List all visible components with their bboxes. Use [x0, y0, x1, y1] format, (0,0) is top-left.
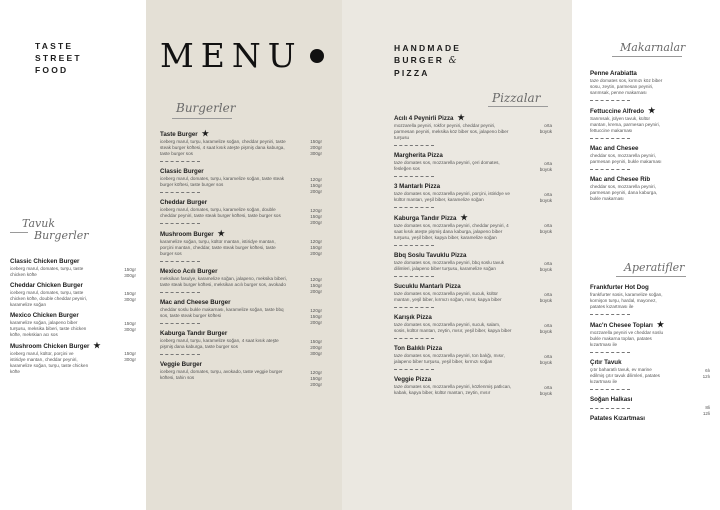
menu-item-title: Classic Burger: [160, 168, 204, 175]
section-tavuk-burgerler: [10, 258, 136, 375]
menu-item-description: iceberg marul, turşu, karamelize soğan, cheddar peyniri, taste steak burger köftesi, 4 saat kısık ateşte pişmiş dana kaburga, taste burger sos: [160, 139, 286, 156]
menu-item-title: Mac and Cheese Burger: [160, 299, 231, 306]
section-title-pizzalar: Pizzalar: [492, 91, 541, 105]
menu-item-title: 3 Mantarlı Pizza: [394, 183, 441, 190]
menu-item: [590, 145, 710, 165]
menu-item: [394, 114, 552, 141]
menu-item: [160, 361, 322, 387]
menu-item-description: iceberg marul, domates, turşu, avokado, taste veggie burger köftesi, tahin sos: [160, 369, 283, 380]
section-aperatifler: [590, 284, 710, 423]
menu-item-sizes: 150gr 300gr: [124, 267, 136, 278]
menu-item-title: Çıtır Tavuk: [590, 359, 622, 366]
menu-item-name: [590, 321, 710, 330]
section-burgerler: [160, 129, 322, 387]
menu-title-dot: [310, 49, 324, 63]
menu-item-description: iceberg marul, turşu, karamelize soğan, 4 saat kısık ateşte pişmiş dana kaburga, taste burger sos: [160, 338, 279, 349]
menu-item-title: Kaburga Tandır Burger: [160, 330, 228, 337]
menu-item-description: karamelize soğan, turşu, kültür mantarı, istiridye mantarı, porçini mantarı, cheddar, taste steak burger köftesi, taste burger sos: [160, 239, 276, 256]
menu-item: [590, 415, 710, 423]
menu-item-title: Veggie Pizza: [394, 376, 432, 383]
menu-item-description: iceberg marul, domates, turşu, karamelize soğan, double cheddar peyniri, taste steak burger köftesi, taste burger sos: [160, 207, 281, 218]
item-divider: [394, 369, 434, 371]
menu-item-description: taze domates sos, mozzarella peyniri, bbq soslu tavuk dilimleri, jalapeno biber turşusu, karamelize soğan: [394, 260, 505, 271]
menu-item-name: [394, 345, 552, 353]
menu-item-sizes: 150gr 200gr 300gr: [310, 339, 322, 356]
section-title-makarnalar: Makarnalar: [620, 41, 686, 54]
menu-item-name: [394, 114, 552, 123]
menu-item-sizes: orta büyük: [539, 354, 552, 365]
menu-item: [160, 168, 322, 194]
menu-item-description: iceberg marul, domates, turşu, karamelize soğan, taste steak burger köftesi, taste burger sos: [160, 176, 285, 187]
menu-item-title: Mac'n Chesee Topları: [590, 322, 653, 329]
menu-item-title: Acılı 4 Peynirli Pizza: [394, 115, 454, 122]
brand-line2: STREET: [35, 53, 82, 63]
menu-item-title: Soğan Halkası: [590, 396, 633, 403]
menu-item: [590, 70, 710, 96]
script-underline: [616, 276, 686, 277]
menu-item-title: Classic Chicken Burger: [10, 258, 80, 265]
item-divider: [394, 338, 434, 340]
star-icon: ★: [656, 320, 665, 329]
menu-item-name: [160, 268, 322, 276]
menu-item-title: Kaburga Tandır Pizza: [394, 215, 457, 222]
menu-item: [394, 345, 552, 365]
menu-item-title: Mushroom Burger: [160, 231, 214, 238]
panel-right: [572, 0, 720, 510]
star-icon: ★: [457, 113, 465, 122]
menu-item: [394, 252, 552, 272]
script-underline: [612, 56, 682, 57]
item-divider: [160, 223, 200, 225]
menu-item: [590, 321, 710, 348]
section-pizzalar: [394, 114, 552, 396]
menu-item-title: Frankfurter Hot Dog: [590, 284, 649, 291]
item-divider: [590, 389, 630, 391]
script-underline: [488, 106, 548, 107]
menu-item-description: mozzarella peyniri ve cheddar soslu bukle makarna topları, patates kızartması ile: [590, 330, 664, 347]
menu-item-title: Mushroom Chicken Burger: [10, 343, 90, 350]
menu-item-name: [590, 396, 710, 404]
menu-item-sizes: 150gr 300gr: [124, 291, 136, 302]
menu-item-name: [590, 107, 710, 116]
menu-item-sizes: orta büyük: [539, 223, 552, 234]
menu-item-title: Sucuklu Mantarlı Pizza: [394, 283, 461, 290]
item-divider: [394, 176, 434, 178]
item-divider: [394, 207, 434, 209]
menu-item-name: [394, 214, 552, 223]
menu-item-name: [394, 376, 552, 384]
menu-item: [10, 258, 136, 278]
item-divider: [160, 292, 200, 294]
brand-line3: FOOD: [35, 65, 69, 75]
menu-item-name: [590, 176, 710, 184]
menu-item-description: taze domates sos, mozzarella peyniri, porçini, istiridye ve kültür mantarı, yeşil biber, karamelize soğan: [394, 191, 510, 202]
item-divider: [160, 192, 200, 194]
menu-item: [394, 376, 552, 396]
menu-item-name: [394, 252, 552, 260]
menu-item-title: Mac and Chesee: [590, 145, 639, 152]
panel-left: [0, 0, 146, 510]
menu-item-description: taze domates sos, mozzarella peyniri, sucuk, salam, sosis, kültür mantarı, zeytin, mısır, yeşil biber, kapya biber: [394, 322, 512, 333]
menu-item-sizes: orta büyük: [539, 123, 552, 134]
menu-item-sizes: orta büyük: [539, 261, 552, 272]
menu-item-description: Sarımsak, jülyen tavuk, kültür mantarı, krema, parmesan peyniri, fettuccine makarnası: [590, 116, 660, 133]
menu-item: [394, 152, 552, 172]
star-icon: ★: [648, 106, 656, 115]
menu-item: [160, 130, 322, 157]
menu-item-name: [394, 283, 552, 291]
menu-item-sizes: orta büyük: [539, 192, 552, 203]
item-divider: [590, 352, 630, 354]
menu-item: [10, 342, 136, 375]
item-divider: [590, 169, 630, 171]
menu-item-name: [160, 130, 322, 139]
menu-item-sizes: 150gr 300gr: [124, 351, 136, 362]
menu-item-description: iceberg marul, domates, turşu, taste chicken köfte: [10, 266, 84, 277]
menu-title: MENU: [160, 36, 303, 75]
script-underline: [10, 232, 28, 233]
menu-item-description: meksikan fasulye, karamelize soğan, jalapeno, meksika biberi, taste steak burger köftesi, meksikan acılı burger sos, avokado: [160, 276, 287, 287]
menu-item-title: Taste Burger: [160, 131, 198, 138]
menu-item-sizes: 8li 12li: [702, 405, 710, 416]
brand-line1: TASTE: [35, 41, 74, 51]
item-divider: [160, 261, 200, 263]
menu-item-name: [394, 152, 552, 160]
menu-item-name: [160, 299, 322, 307]
menu-item-sizes: 120gr 150gr 200gr: [310, 177, 322, 194]
menu-item-description: cheddar soslu bukle makarnası, karamelize soğan, taste bbq sos, taste steak burger köftesi: [160, 307, 284, 318]
menu-item-title: Bbq Soslu Tavuklu Pizza: [394, 252, 467, 259]
menu-item: [10, 312, 136, 338]
panel-burgers: [146, 0, 342, 510]
menu-item-title: Fettuccine Alfredo: [590, 108, 645, 115]
menu-item-name: [394, 314, 552, 322]
menu-item: [590, 176, 710, 202]
menu-item: [394, 314, 552, 334]
handmade-amp: &: [448, 56, 459, 66]
section-title-aperatifler: Aperatifler: [624, 261, 685, 274]
menu-item: [394, 283, 552, 303]
menu-item-name: [590, 415, 710, 423]
menu-item-description: karamelize soğan, jalapeno biber turşusu, meksika biberi, taste chicken köfte, mekskian acı sos: [10, 320, 87, 337]
menu-item-sizes: 120gr 150gr 200gr: [310, 239, 322, 256]
menu-item-name: [10, 258, 136, 266]
section-title-burgerler: Burgerler: [176, 101, 236, 115]
menu-item-name: [160, 168, 322, 176]
menu-item-sizes: orta büyük: [539, 323, 552, 334]
menu-item-sizes: 120gr 150gr 200gr: [310, 308, 322, 325]
star-icon: ★: [93, 341, 101, 350]
menu-item-name: [160, 230, 322, 239]
menu-item-name: [590, 145, 710, 153]
item-divider: [590, 138, 630, 140]
menu-item-name: [10, 342, 136, 351]
item-divider: [590, 100, 630, 102]
handmade-line1: HANDMADE: [394, 43, 462, 53]
menu-item-sizes: 150gr 200gr 300gr: [310, 139, 322, 156]
menu-item-description: çıtır baharatlı tavuk, ev marine edilmiş çıtır tavuk dilimleri, patates kızartması ile: [590, 367, 660, 384]
item-divider: [160, 161, 200, 163]
menu-item-sizes: orta büyük: [539, 161, 552, 172]
menu-item: [590, 284, 710, 310]
menu-item-sizes: orta büyük: [539, 385, 552, 396]
menu-item-description: taze domates sos, kırmızı köz biber sosu, zeytin, parmesan peyniri, sarımsak, penne makarnası: [590, 78, 663, 95]
menu-item-title: Margherita Pizza: [394, 152, 443, 159]
section-makarnalar: [590, 70, 710, 202]
star-icon: ★: [217, 229, 225, 238]
menu-item-description: iceberg marul, domates, turşu, taste chicken köfte, double cheddar peyniri, karamelize soğan: [10, 290, 88, 307]
menu-item: [590, 359, 710, 385]
menu-item-description: taze domates sos, mozzarella peyniri, közlenmiş patlıcan, kabak, kapya biber, kültür mantarı, zeytin, mısır: [394, 384, 512, 395]
menu-item-name: [160, 361, 322, 369]
menu-item-title: Veggie Burger: [160, 361, 202, 368]
menu-item-title: Mac and Chesee Rib: [590, 176, 651, 183]
menu-item: [160, 199, 322, 225]
menu-item: [394, 214, 552, 241]
menu-item-sizes: 120gr 150gr 200gr: [310, 277, 322, 294]
menu-item-name: [10, 282, 136, 290]
item-divider: [160, 354, 200, 356]
menu-item-name: [160, 199, 322, 207]
menu-item-title: Patates Kızartması: [590, 415, 646, 422]
menu-item: [160, 330, 322, 356]
menu-item: [160, 299, 322, 325]
menu-item-sizes: 120gr 150gr 200gr: [310, 208, 322, 225]
menu-item-description: taze domates sos, mozzarella peyniri, ton balığı, mısır, jalapeno biber turşusu, yeşil biber, kırmızı soğan: [394, 353, 505, 364]
star-icon: ★: [460, 213, 468, 222]
menu-item-description: cheddar sos, mozzarella peyniri, parmesan peyniri, dana kaburga, bukle makarnası: [590, 184, 658, 201]
handmade-line2: BURGER: [394, 55, 445, 65]
menu-item-name: [590, 70, 710, 78]
star-icon: ★: [201, 129, 209, 138]
item-divider: [590, 314, 630, 316]
menu-item-title: Mexico Acılı Burger: [160, 268, 218, 275]
menu-item: [10, 282, 136, 308]
menu-item-title: Penne Arabiatta: [590, 70, 637, 77]
menu-item-title: Ton Balıklı Pizza: [394, 345, 443, 352]
menu-item-title: Cheddar Burger: [160, 199, 208, 206]
menu-item-sizes: 120gr 150gr 200gr: [310, 370, 322, 387]
item-divider: [590, 408, 630, 410]
section-title-tavuk: Tavuk Burgerler: [22, 217, 89, 242]
menu-item-description: iceberg marul, kültür, porçini ve istiridye mantarı, cheddar peyniri, karamelize soğan, turşu, taste chicken köfte: [10, 351, 89, 374]
menu-item: [160, 230, 322, 257]
menu-item-sizes: orta büyük: [539, 292, 552, 303]
menu-item: [160, 268, 322, 294]
menu-item-title: Karışık Pizza: [394, 314, 432, 321]
menu-item-sizes: 150gr 300gr: [124, 321, 136, 332]
menu-item-description: taze domates sos, mozzarella peyniri, çeri domates, fesleğen sos: [394, 160, 500, 171]
menu-item-description: taze domates sos, mozzarella peyniri, cheddar peyniri, 4 saat kısık ateşte pişmiş dana kaburga, jalapeno biber turşusu, yeşil biber, kapya biber, karamelize soğan: [394, 223, 509, 240]
menu-item-title: Cheddar Chicken Burger: [10, 282, 83, 289]
item-divider: [394, 245, 434, 247]
menu-item-name: [10, 312, 136, 320]
menu-item-description: cheddar sos, mozzarella peyniri, parmesan peyniri, bukle makarnası: [590, 153, 662, 164]
handmade-heading: [394, 42, 461, 79]
menu-item: [590, 107, 710, 134]
item-divider: [394, 276, 434, 278]
item-divider: [160, 323, 200, 325]
menu-item: [590, 396, 710, 416]
item-divider: [394, 307, 434, 309]
menu-item-name: [590, 284, 710, 292]
menu-item: [394, 183, 552, 203]
menu-item-name: [590, 359, 710, 367]
menu-item-title: Mexico Chicken Burger: [10, 312, 79, 319]
menu-item-name: [160, 330, 322, 338]
menu-item-name: [394, 183, 552, 191]
menu-item-description: mozzarella peyniri, rokfor peyniri, cheddar peyniri, parmesan peyniri, meksika köz biber sos, jalapeno biber turşusu: [394, 123, 509, 140]
handmade-line3: PIZZA: [394, 68, 430, 78]
brand-logo: [35, 40, 82, 76]
item-divider: [394, 145, 434, 147]
menu-item-description: frankfurter sosis, karamelize soğan, kornişon turşu, hardal, mayonez, patates kızartması ile: [590, 292, 663, 309]
menu-item-sizes: 6lı 12lı: [702, 368, 710, 379]
script-underline: [172, 118, 232, 119]
panel-pizzas: [342, 0, 572, 510]
menu-item-description: taze domates sos, mozzarella peyniri, sucuk, kültür mantarı, yeşil biber, kırmızı soğan, mısır, kapya biber: [394, 291, 502, 302]
